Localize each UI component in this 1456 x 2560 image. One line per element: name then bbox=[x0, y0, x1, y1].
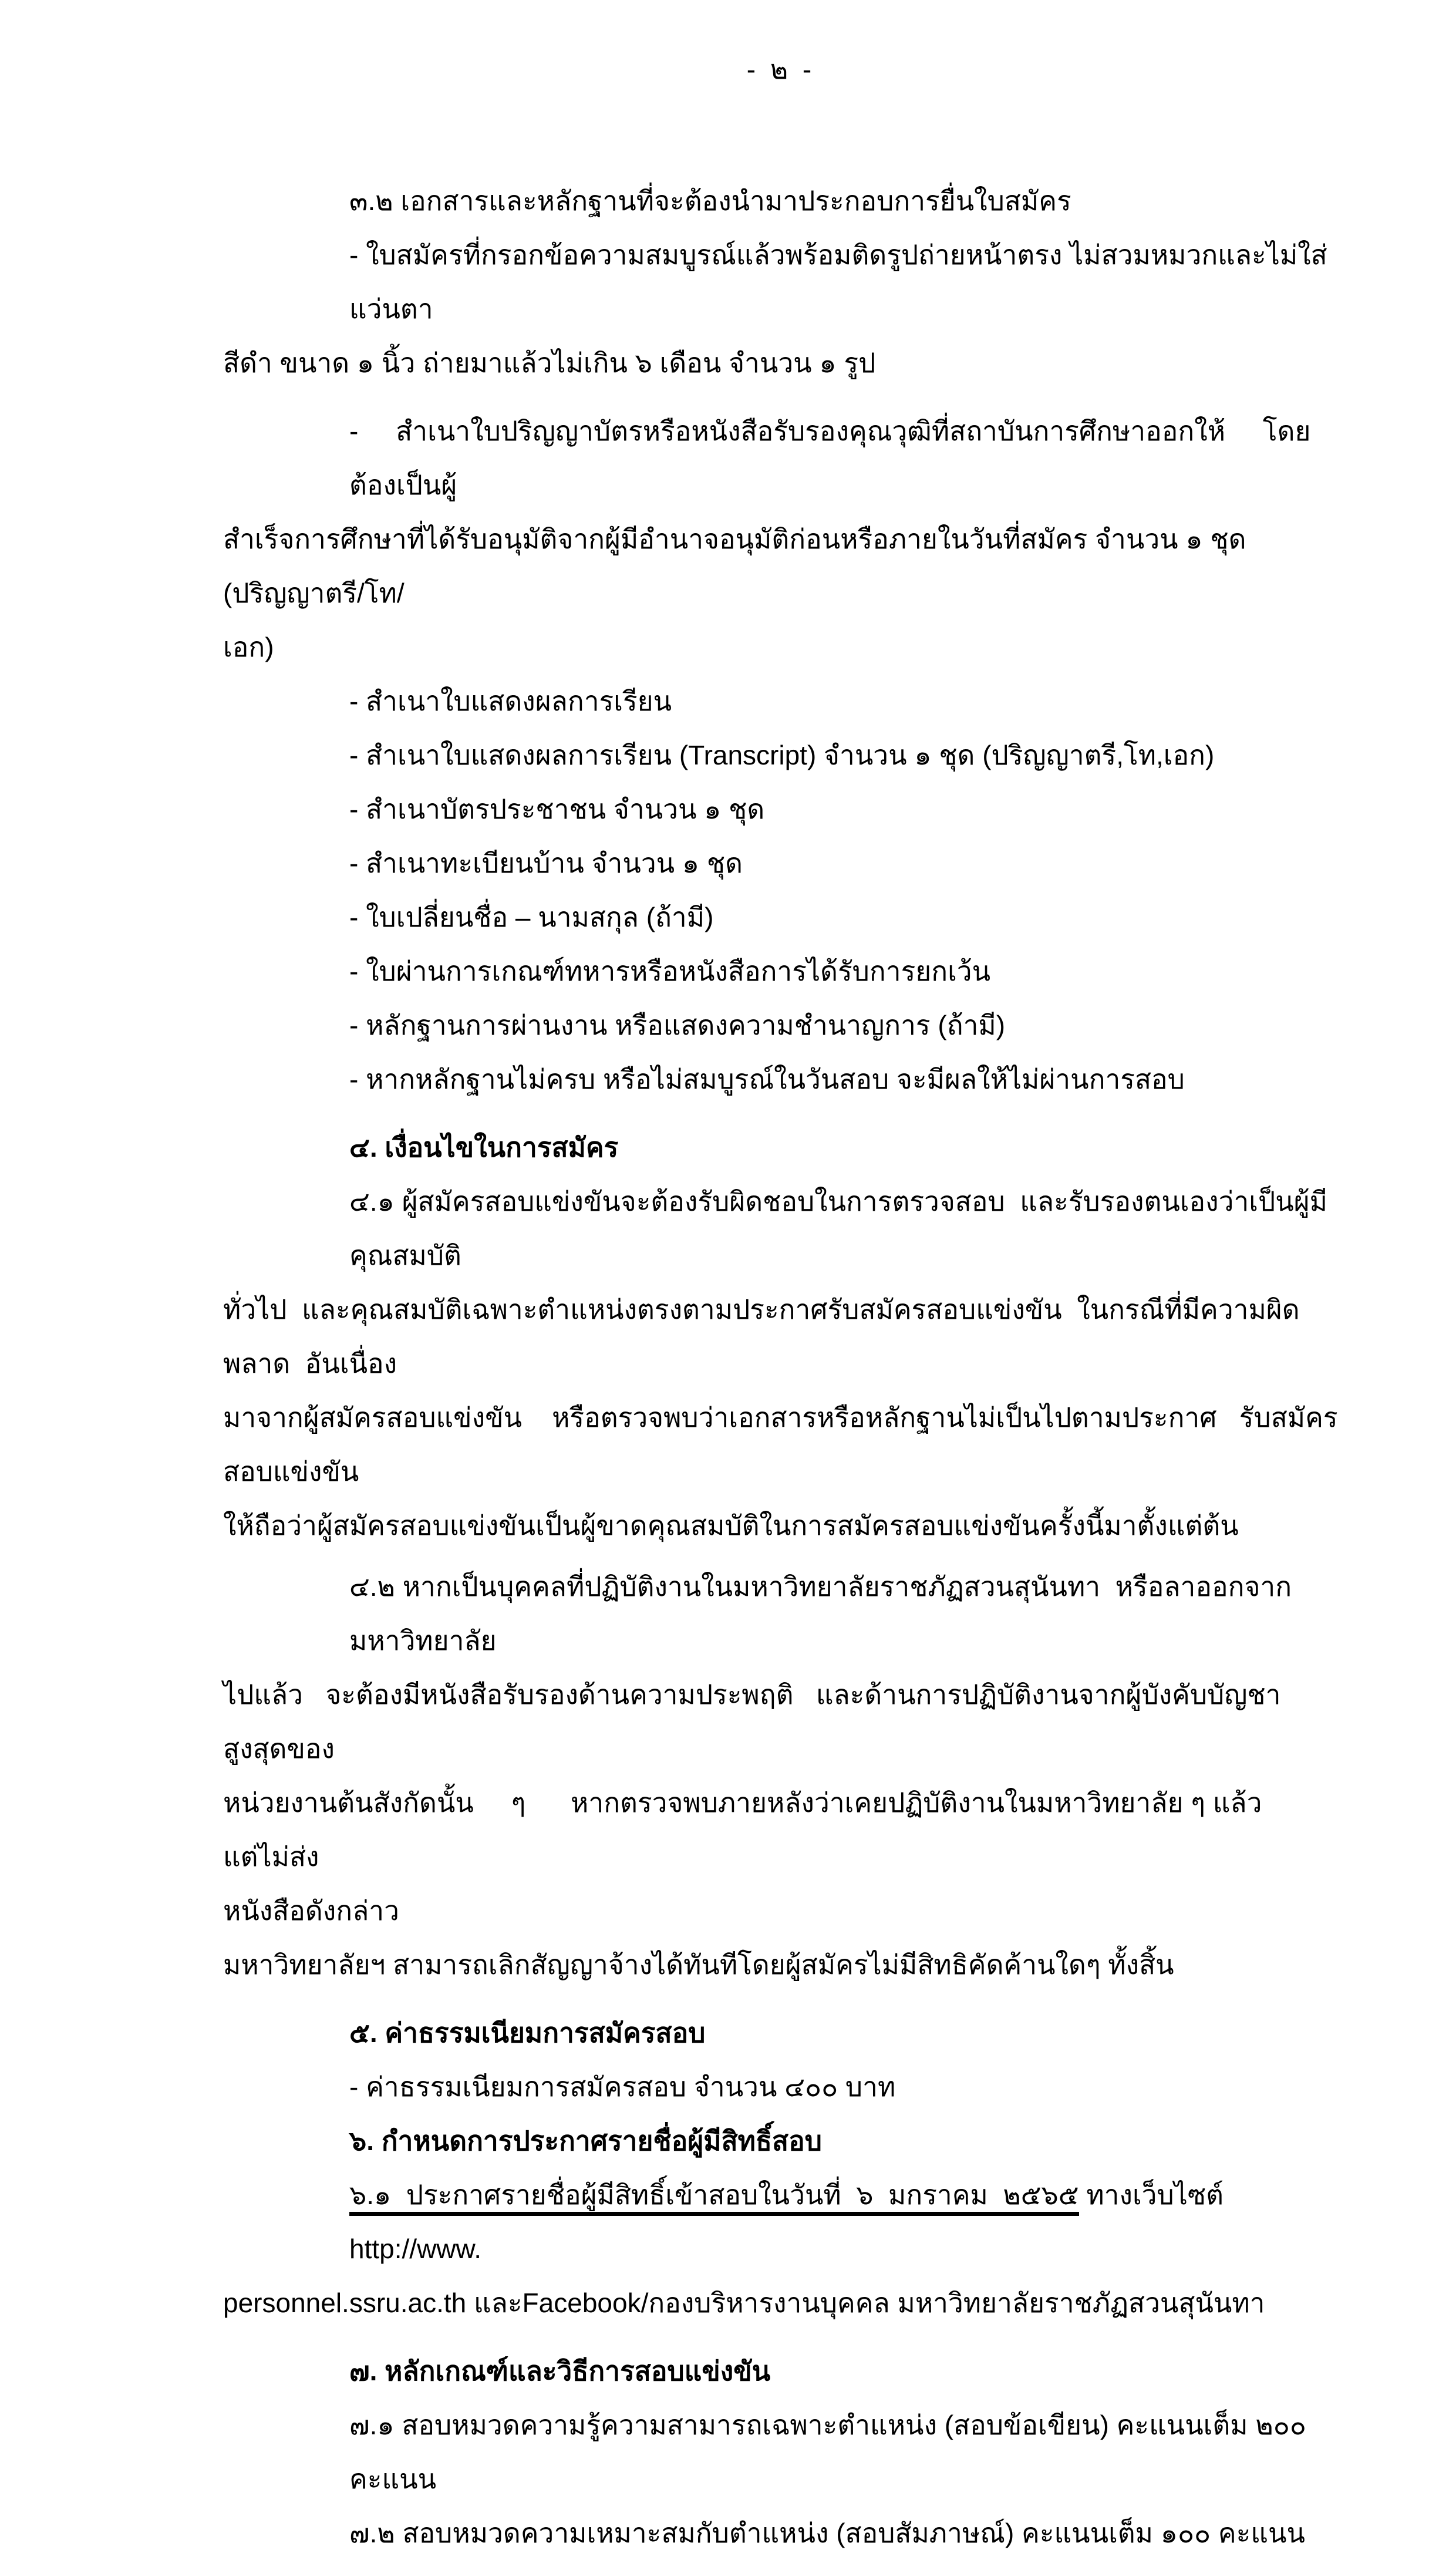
item-degree-certificate: - สำเนาใบปริญญาบัตรหรือหนังสือรับรองคุณวุฒิที่สถาบันการศึกษาออกให้ โดยต้องเป็นผู้ bbox=[349, 416, 1311, 500]
heading-6-announcement: ๖. กำหนดการประกาศรายชื่อผู้มีสิทธิ์สอบ bbox=[349, 2126, 822, 2156]
para-4-1-cont-2: มาจากผู้สมัครสอบแข่งขัน หรือตรวจพบว่าเอกสารหรือหลักฐานไม่เป็นไปตามประกาศ รับสมัครสอบแข่งขัน bbox=[223, 1402, 1338, 1487]
item-exam-fee: - ค่าธรรมเนียมการสมัครสอบ จำนวน ๔๐๐ บาท bbox=[349, 2071, 896, 2102]
heading-3-2-documents: ๓.๒ เอกสารและหลักฐานที่จะต้องนำมาประกอบการยื่นใบสมัคร bbox=[349, 186, 1071, 216]
item-id-card-copy: - สำเนาบัตรประชาชน จำนวน ๑ ชุด bbox=[349, 794, 765, 824]
para-6-1-cont-website: personnel.ssru.ac.th และFacebook/กองบริหารงานบุคคล มหาวิทยาลัยราชภัฏสวนสุนันทา bbox=[223, 2288, 1265, 2318]
para-7-2-interview-exam: ๗.๒ สอบหมวดความเหมาะสมกับตำแหน่ง (สอบสัมภาษณ์) คะแนนเต็ม ๑๐๐ คะแนน bbox=[349, 2518, 1305, 2548]
para-6-1-rest: ทางเว็บไซต์ http://www. bbox=[349, 2180, 1239, 2264]
heading-4-conditions: ๔. เงื่อนไขในการสมัคร bbox=[349, 1132, 619, 1163]
para-4-2-cont-2: หน่วยงานต้นสังกัดนั้น ๆ หากตรวจพบภายหลังว่าเคยปฏิบัติงานในมหาวิทยาลัย ๆ แล้ว แต่ไม่ส่ง bbox=[223, 1787, 1307, 1872]
page-number: - ๒ - bbox=[746, 54, 815, 85]
para-4-1-cont-3: ให้ถือว่าผู้สมัครสอบแข่งขันเป็นผู้ขาดคุณสมบัติในการสมัครสอบแข่งขันครั้งนี้มาตั้งแต่ต้น bbox=[223, 1510, 1239, 1541]
para-4-2-cont: ไปแล้ว จะต้องมีหนังสือรับรองด้านความประพฤติ และด้านการปฏิบัติงานจากผู้บังคับบัญชา สูงสุดของ bbox=[223, 1679, 1303, 1764]
item-application-form: - ใบสมัครที่กรอกข้อความสมบูรณ์แล้วพร้อมติดรูปถ่ายหน้าตรง ไม่สวมหมวกและไม่ใส่แว่นตา bbox=[349, 240, 1327, 324]
para-4-1-cont: ทั่วไป และคุณสมบัติเฉพาะตำแหน่งตรงตามประกาศรับสมัครสอบแข่งขัน ในกรณีที่มีความผิดพลาด อันเนื่อง bbox=[223, 1294, 1300, 1379]
document-body bbox=[0, 174, 1456, 2560]
para-4-1: ๔.๑ ผู้สมัครสอบแข่งขันจะต้องรับผิดชอบในการตรวจสอบ และรับรองตนเองว่าเป็นผู้มีคุณสมบัติ bbox=[349, 1186, 1327, 1271]
announcement-date-underlined: ๖.๑ ประกาศรายชื่อผู้มีสิทธิ์เข้าสอบในวันที่ ๖ มกราคม ๒๕๖๕ bbox=[349, 2180, 1079, 2216]
para-4-2: ๔.๒ หากเป็นบุคคลที่ปฏิบัติงานในมหาวิทยาลัยราชภัฏสวนสุนันทา หรือลาออกจากมหาวิทยาลัย bbox=[349, 1571, 1292, 1656]
item-work-experience-evidence: - หลักฐานการผ่านงาน หรือแสดงความชำนาญการ (ถ้ามี) bbox=[349, 1010, 1006, 1040]
item-house-registration-copy: - สำเนาทะเบียนบ้าน จำนวน ๑ ชุด bbox=[349, 848, 743, 878]
para-6-1 bbox=[223, 2168, 1339, 2276]
heading-5-fee: ๕. ค่าธรรมเนียมการสมัครสอบ bbox=[349, 2017, 706, 2048]
item-incomplete-evidence-note: - หากหลักฐานไม่ครบ หรือไม่สมบูรณ์ในวันสอบ จะมีผลให้ไม่ผ่านการสอบ bbox=[349, 1064, 1185, 1094]
item-name-change-certificate: - ใบเปลี่ยนชื่อ – นามสกุล (ถ้ามี) bbox=[349, 902, 714, 932]
para-4-2-cont-3: หนังสือดังกล่าว bbox=[223, 1895, 399, 1926]
item-transcript-copy-2: - สำเนาใบแสดงผลการเรียน (Transcript) จำนวน ๑ ชุด (ปริญญาตรี,โท,เอก) bbox=[349, 740, 1215, 770]
heading-7-exam-criteria: ๗. หลักเกณฑ์และวิธีการสอบแข่งขัน bbox=[349, 2356, 771, 2386]
para-7-1-written-exam: ๗.๑ สอบหมวดความรู้ความสามารถเฉพาะตำแหน่ง (สอบข้อเขียน) คะแนนเต็ม ๒๐๐ คะแนน bbox=[349, 2410, 1314, 2494]
item-military-service-certificate: - ใบผ่านการเกณฑ์ทหารหรือหนังสือการได้รับการยกเว้น bbox=[349, 956, 991, 986]
item-transcript-copy: - สำเนาใบแสดงผลการเรียน bbox=[349, 686, 672, 716]
para-4-2-cont-4: มหาวิทยาลัยฯ สามารถเลิกสัญญาจ้างได้ทันทีโดยผู้สมัครไม่มีสิทธิคัดค้านใดๆ ทั้งสิ้น bbox=[223, 1949, 1174, 1980]
item-degree-certificate-cont: สำเร็จการศึกษาที่ได้รับอนุมัติจากผู้มีอำนาจอนุมัติก่อนหรือภายในวันที่สมัคร จำนวน ๑ ชุด (ปริญญาตรี/โท/ bbox=[223, 524, 1254, 608]
item-degree-certificate-cont-2: เอก) bbox=[223, 632, 274, 662]
item-application-form-cont: สีดำ ขนาด ๑ นิ้ว ถ่ายมาแล้วไม่เกิน ๖ เดือน จำนวน ๑ รูป bbox=[223, 348, 876, 378]
